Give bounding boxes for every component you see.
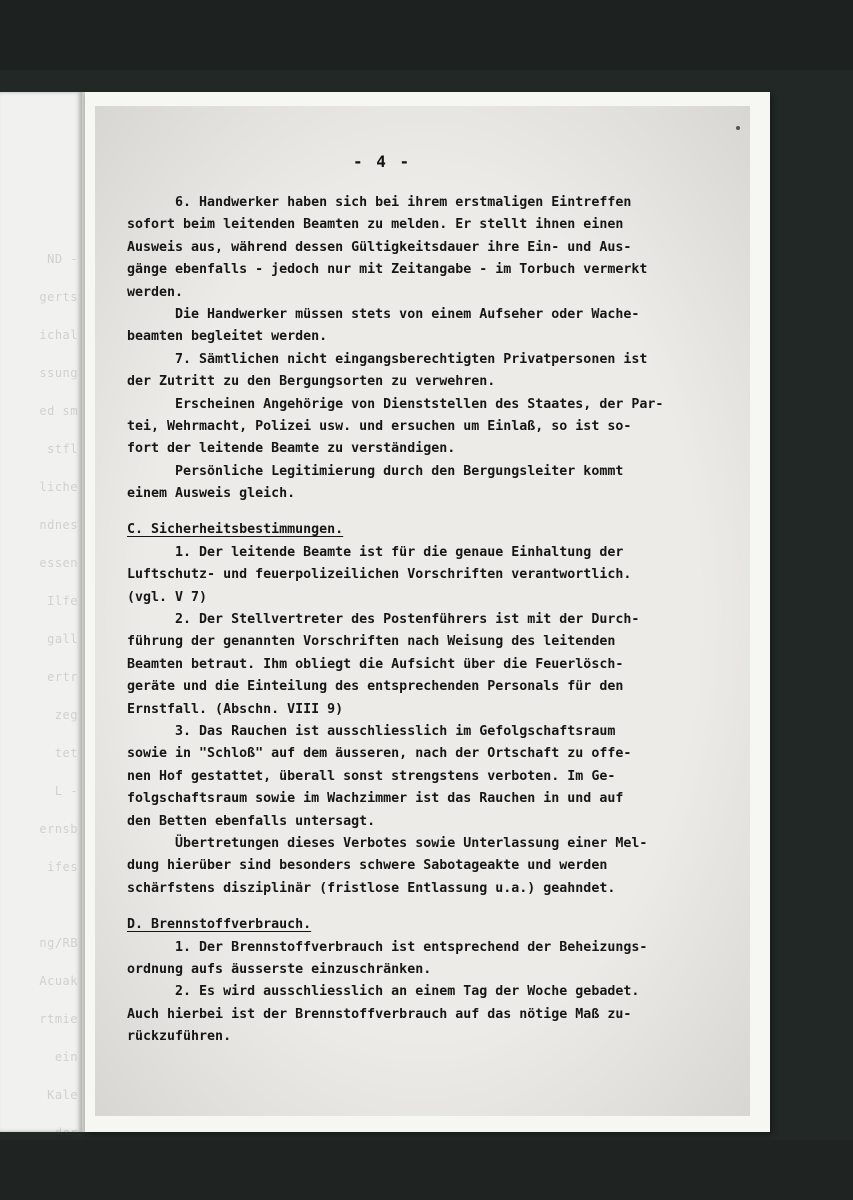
text-line: den Betten ebenfalls untersagt. [127, 813, 376, 829]
bleed-through-fragment: gerts [39, 290, 78, 304]
text-line: Ernstfall. (Abschn. VIII 9) [127, 701, 344, 717]
bleed-through-fragment: liche [39, 480, 78, 494]
bleed-through-fragment: gall [47, 632, 78, 646]
text-line: fort der leitende Beamte zu verständigen. [127, 441, 456, 457]
text-line: gänge ebenfalls - jedoch nur mit Zeitangabe - im Torbuch vermerkt [127, 262, 648, 278]
bleed-through-fragment: ifes [47, 860, 78, 874]
text-line: 1. Der Brennstoffverbrauch ist entsprechend der Beheizungs- [127, 939, 648, 955]
bleed-through-fragment: stfl [47, 442, 78, 456]
section-heading: C. Sicherheitsbestimmungen. [127, 522, 344, 538]
text-line: führung der genannten Vorschriften nach Weisung des leitenden [127, 634, 616, 650]
scanner-background-bottom [0, 1140, 853, 1200]
text-line: 1. Der leitende Beamte ist für die genaue Einhaltung der [127, 544, 624, 560]
bleed-through-fragment: Acuak [39, 974, 78, 988]
bleed-through-fragment: ein [54, 1050, 78, 1064]
text-line: einem Ausweis gleich. [127, 486, 296, 502]
bleed-through-fragment: essen [39, 556, 78, 570]
text-line: 3. Das Rauchen ist ausschliesslich im Gefolgschaftsraum [127, 723, 616, 739]
paragraph-gap [127, 900, 717, 914]
text-line: Übertretungen dieses Verbotes sowie Unterlassung einer Mel- [127, 835, 648, 851]
bleed-through-fragment: tet [54, 746, 78, 760]
document-page [85, 92, 770, 1132]
bleed-through-fragment: der [54, 1126, 78, 1140]
text-line: nen Hof gestattet, überall sonst strengstens verboten. Im Ge- [127, 768, 616, 784]
bleed-through-fragment: ed sm [39, 404, 78, 418]
text-line: geräte und die Einteilung des entsprechenden Personals für den [127, 679, 624, 695]
bleed-through-fragment: ernsb [39, 822, 78, 836]
text-line: dung hierüber sind besonders schwere Sabotageakte und werden [127, 858, 608, 874]
text-line: 7. Sämtlichen nicht eingangsberechtigten Privatpersonen ist [127, 351, 648, 367]
text-line: (vgl. V 7) [127, 589, 208, 605]
adjacent-page-edge [0, 92, 82, 1140]
bleed-through-fragment: L - [54, 784, 78, 798]
text-line: Ausweis aus, während dessen Gültigkeitsdauer ihre Ein- und Aus- [127, 239, 632, 255]
text-line: folgschaftsraum sowie im Wachzimmer ist das Rauchen in und auf [127, 791, 624, 807]
text-line: Luftschutz- und feuerpolizeilichen Vorschriften verantwortlich. [127, 567, 632, 583]
bleed-through-fragment: rtmie [39, 1012, 78, 1026]
text-line: beamten begleitet werden. [127, 329, 328, 345]
text-line: Auch hierbei ist der Brennstoffverbrauch auf das nötige Maß zu- [127, 1006, 632, 1022]
text-line: Erscheinen Angehörige von Dienststellen des Staates, der Par- [127, 396, 664, 412]
bleed-through-fragment: ssung [39, 366, 78, 380]
bleed-through-fragment: ichal [39, 328, 78, 342]
speck-mark [736, 126, 740, 130]
bleed-through-fragment: ng/RB [39, 936, 78, 950]
document-body [127, 192, 717, 1048]
bleed-through-fragment: Ilfe [47, 594, 78, 608]
text-line: Persönliche Legitimierung durch den Bergungsleiter kommt [127, 463, 624, 479]
bleed-through-fragment: ND - [47, 252, 78, 266]
text-line: der Zutritt zu den Bergungsorten zu verwehren. [127, 374, 496, 390]
text-line: rückzuführen. [127, 1029, 232, 1045]
page-number: - 4 - [353, 152, 412, 171]
text-line: ordnung aufs äusserste einzuschränken. [127, 961, 432, 977]
bleed-through-fragment: ndnes [39, 518, 78, 532]
text-line: 2. Es wird ausschliesslich an einem Tag der Woche gebadet. [127, 984, 640, 1000]
bleed-through-fragment: Kale [47, 1088, 78, 1102]
text-line: 6. Handwerker haben sich bei ihrem erstmaligen Eintreffen [127, 195, 632, 210]
text-line: sofort beim leitenden Beamten zu melden. Er stellt ihnen einen [127, 217, 624, 233]
text-line: werden. [127, 284, 184, 300]
bleed-through-fragment: ertr [47, 670, 78, 684]
text-line: Die Handwerker müssen stets von einem Aufseher oder Wache- [127, 306, 640, 322]
text-line: 2. Der Stellvertreter des Postenführers ist mit der Durch- [127, 612, 640, 628]
photocopy-area [95, 106, 750, 1116]
scanner-background-top [0, 0, 853, 70]
paragraph-gap [127, 505, 717, 519]
text-line: Beamten betraut. Ihm obliegt die Aufsicht über die Feuerlösch- [127, 656, 624, 672]
section-heading: D. Brennstoffverbrauch. [127, 917, 312, 933]
text-line: tei, Wehrmacht, Polizei usw. und ersuchen um Einlaß, so ist so- [127, 418, 632, 434]
bleed-through-fragment: zeg [54, 708, 78, 722]
text-line: schärfstens disziplinär (fristlose Entlassung u.a.) geahndet. [127, 880, 616, 896]
text-line: sowie in "Schloß" auf dem äusseren, nach der Ortschaft zu offe- [127, 746, 632, 762]
